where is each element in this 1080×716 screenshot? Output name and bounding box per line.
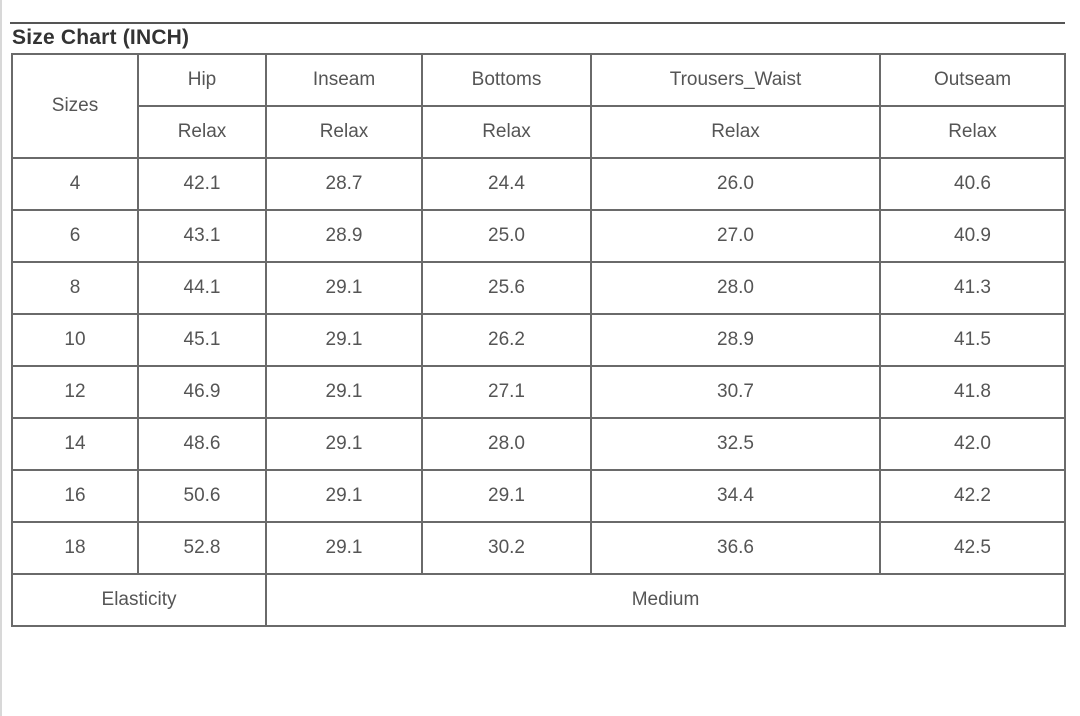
trousers-waist-cell: 28.9 <box>591 314 880 366</box>
hip-cell: 44.1 <box>138 262 266 314</box>
subheader-trousers-waist: Relax <box>591 106 880 158</box>
size-cell: 12 <box>12 366 138 418</box>
outseam-cell: 41.3 <box>880 262 1065 314</box>
outseam-cell: 42.2 <box>880 470 1065 522</box>
outseam-cell: 40.6 <box>880 158 1065 210</box>
hip-cell: 50.6 <box>138 470 266 522</box>
outseam-cell: 42.5 <box>880 522 1065 574</box>
page-title: Size Chart (INCH) <box>12 26 190 49</box>
trousers-waist-cell: 28.0 <box>591 262 880 314</box>
inseam-cell: 28.7 <box>266 158 422 210</box>
subheader-hip: Relax <box>138 106 266 158</box>
table-row <box>12 262 1065 314</box>
footer-row <box>12 574 1065 626</box>
subheader-bottoms: Relax <box>422 106 591 158</box>
table-row <box>12 418 1065 470</box>
outseam-cell: 41.5 <box>880 314 1065 366</box>
bottoms-cell: 26.2 <box>422 314 591 366</box>
left-border <box>0 0 2 716</box>
elasticity-label: Elasticity <box>12 574 266 626</box>
size-cell: 10 <box>12 314 138 366</box>
trousers-waist-cell: 27.0 <box>591 210 880 262</box>
bottoms-cell: 29.1 <box>422 470 591 522</box>
column-header-trousers-waist: Trousers_Waist <box>591 54 880 106</box>
size-cell: 6 <box>12 210 138 262</box>
table-row <box>12 210 1065 262</box>
bottoms-cell: 25.6 <box>422 262 591 314</box>
inseam-cell: 29.1 <box>266 366 422 418</box>
subheader-inseam: Relax <box>266 106 422 158</box>
inseam-cell: 29.1 <box>266 314 422 366</box>
table-row <box>12 314 1065 366</box>
column-header-outseam: Outseam <box>880 54 1065 106</box>
bottoms-cell: 24.4 <box>422 158 591 210</box>
bottoms-cell: 25.0 <box>422 210 591 262</box>
trousers-waist-cell: 30.7 <box>591 366 880 418</box>
size-cell: 8 <box>12 262 138 314</box>
outseam-cell: 41.8 <box>880 366 1065 418</box>
inseam-cell: 29.1 <box>266 522 422 574</box>
subheader-outseam: Relax <box>880 106 1065 158</box>
subheader-row <box>12 106 1065 158</box>
bottoms-cell: 30.2 <box>422 522 591 574</box>
table-row <box>12 158 1065 210</box>
inseam-cell: 29.1 <box>266 470 422 522</box>
hip-cell: 52.8 <box>138 522 266 574</box>
size-cell: 18 <box>12 522 138 574</box>
outseam-cell: 40.9 <box>880 210 1065 262</box>
column-header-hip: Hip <box>138 54 266 106</box>
trousers-waist-cell: 34.4 <box>591 470 880 522</box>
hip-cell: 45.1 <box>138 314 266 366</box>
inseam-cell: 29.1 <box>266 418 422 470</box>
header-row <box>12 54 1065 106</box>
column-header-bottoms: Bottoms <box>422 54 591 106</box>
trousers-waist-cell: 32.5 <box>591 418 880 470</box>
size-cell: 16 <box>12 470 138 522</box>
inseam-cell: 29.1 <box>266 262 422 314</box>
bottoms-cell: 28.0 <box>422 418 591 470</box>
inseam-cell: 28.9 <box>266 210 422 262</box>
table-row <box>12 522 1065 574</box>
top-divider <box>10 22 1065 24</box>
table-row <box>12 470 1065 522</box>
sizes-header: Sizes <box>12 54 138 158</box>
outseam-cell: 42.0 <box>880 418 1065 470</box>
hip-cell: 48.6 <box>138 418 266 470</box>
bottoms-cell: 27.1 <box>422 366 591 418</box>
hip-cell: 43.1 <box>138 210 266 262</box>
size-table <box>11 53 1066 627</box>
size-cell: 4 <box>12 158 138 210</box>
hip-cell: 46.9 <box>138 366 266 418</box>
size-cell: 14 <box>12 418 138 470</box>
table-row <box>12 366 1065 418</box>
trousers-waist-cell: 26.0 <box>591 158 880 210</box>
column-header-inseam: Inseam <box>266 54 422 106</box>
trousers-waist-cell: 36.6 <box>591 522 880 574</box>
elasticity-value: Medium <box>266 574 1065 626</box>
hip-cell: 42.1 <box>138 158 266 210</box>
